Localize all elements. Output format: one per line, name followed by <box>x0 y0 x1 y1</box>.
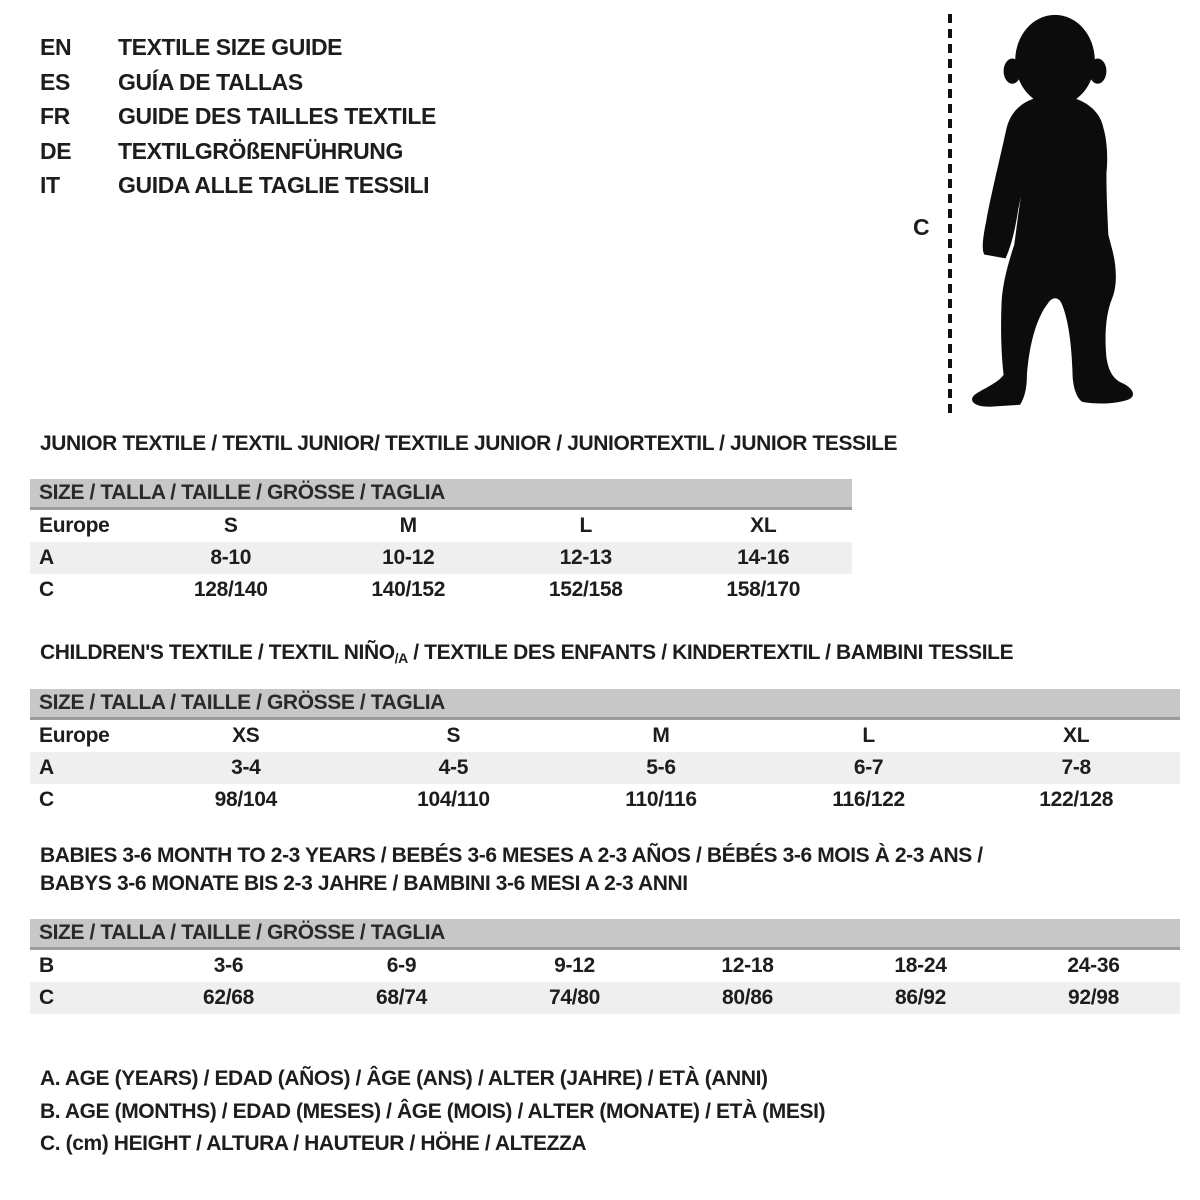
table-cell: XL <box>750 514 777 537</box>
table-cell: 92/98 <box>1067 986 1120 1009</box>
table-cell: 18-24 <box>894 954 947 977</box>
table-cell: 5-6 <box>646 756 676 779</box>
legend-line-a: A. AGE (YEARS) / EDAD (AÑOS) / ÂGE (ANS) / ALTER (JAHRE) / ETÀ (ANNI) <box>40 1067 768 1090</box>
legend-line-c: C. (cm) HEIGHT / ALTURA / HAUTEUR / HÖHE / ALTEZZA <box>40 1132 587 1155</box>
heading-subscript: /A <box>394 650 408 666</box>
table-row <box>30 574 852 606</box>
language-code: IT <box>40 172 60 198</box>
language-row <box>40 99 436 134</box>
table-row <box>30 784 1180 816</box>
language-row <box>40 168 436 203</box>
table-cell: 140/152 <box>371 578 446 601</box>
language-code: EN <box>40 34 72 60</box>
height-measure-label: C <box>913 214 930 240</box>
table-cell: 80/86 <box>721 986 774 1009</box>
table-cell: 4-5 <box>438 756 469 779</box>
row-label: C <box>39 788 54 811</box>
table-cell: 128/140 <box>193 578 268 601</box>
table-cell: 74/80 <box>548 986 601 1009</box>
table-cell: 3-4 <box>231 756 261 779</box>
table-cell: 152/158 <box>548 578 623 601</box>
table-cell: M <box>399 514 417 537</box>
row-label: Europe <box>39 514 110 537</box>
row-label: C <box>39 578 54 601</box>
language-title: GUIDA ALLE TAGLIE TESSILI <box>118 172 430 198</box>
table-cell: 98/104 <box>214 788 278 811</box>
language-row <box>40 30 436 65</box>
table-cell: 8-10 <box>210 546 252 569</box>
junior-textile-section <box>30 430 898 606</box>
size-header-bar: SIZE / TALLA / TAILLE / GRÖSSE / TAGLIA <box>30 919 1180 950</box>
table-cell: XL <box>1063 724 1090 747</box>
table-row <box>30 720 1180 752</box>
table-cell: 3-6 <box>213 954 244 977</box>
language-title: TEXTILGRÖßENFÜHRUNG <box>118 137 403 164</box>
section-heading: JUNIOR TEXTILE / TEXTIL JUNIOR/ TEXTILE JUNIOR / JUNIORTEXTIL / JUNIOR TESSILE <box>40 432 898 455</box>
heading-text: CHILDREN'S TEXTILE / TEXTIL NIÑO <box>40 641 395 664</box>
table-cell: 10-12 <box>382 546 435 569</box>
language-code: ES <box>40 68 70 95</box>
table-cell: 24-36 <box>1067 954 1120 977</box>
row-label: C <box>39 986 54 1009</box>
legend <box>40 1063 825 1161</box>
table-row <box>30 752 1180 784</box>
language-code: DE <box>40 137 72 164</box>
table-cell: 62/68 <box>202 986 255 1009</box>
table-cell: 158/170 <box>726 578 801 601</box>
table-cell: 14-16 <box>737 546 790 569</box>
row-label: Europe <box>39 724 110 747</box>
language-title: GUÍA DE TALLAS <box>118 68 303 95</box>
table-row <box>30 542 852 574</box>
table-cell: 12-18 <box>721 954 774 977</box>
section-heading: BABYS 3-6 MONATE BIS 2-3 JAHRE / BAMBINI 3-6 MESI A 2-3 ANNI <box>40 872 688 895</box>
table-cell: 110/116 <box>625 788 697 811</box>
table-row <box>30 982 1180 1014</box>
section-heading <box>30 639 1180 668</box>
toddler-silhouette-svg <box>900 6 1190 426</box>
row-label: A <box>39 756 54 779</box>
table-cell: M <box>652 724 670 747</box>
table-cell: 104/110 <box>417 788 490 811</box>
table-cell: 12-13 <box>559 546 612 569</box>
table-cell: 86/92 <box>894 986 947 1009</box>
table-row <box>30 510 852 542</box>
table-cell: 116/122 <box>832 788 905 811</box>
table-cell: 122/128 <box>1039 788 1114 811</box>
table-cell: 6-9 <box>386 954 417 977</box>
language-row <box>40 65 436 100</box>
language-code: FR <box>40 103 70 129</box>
size-header-bar: SIZE / TALLA / TAILLE / GRÖSSE / TAGLIA <box>30 479 852 510</box>
row-label: A <box>39 546 54 569</box>
table-cell: 9-12 <box>554 954 595 977</box>
table-cell: 6-7 <box>853 756 884 779</box>
size-header-bar: SIZE / TALLA / TAILLE / GRÖSSE / TAGLIA <box>30 689 1180 720</box>
babies-textile-section <box>30 842 1180 1014</box>
figure-illustration <box>900 6 1190 426</box>
table-row <box>30 950 1180 982</box>
table-cell: XS <box>232 724 260 747</box>
table-cell: S <box>223 514 238 537</box>
language-title: GUIDE DES TAILLES TEXTILE <box>118 103 436 129</box>
table-cell: S <box>446 724 461 747</box>
legend-line-b: B. AGE (MONTHS) / EDAD (MESES) / ÂGE (MOIS) / ALTER (MONATE) / ETÀ (MESI) <box>40 1099 826 1123</box>
table-cell: L <box>862 724 875 747</box>
table-cell: L <box>579 514 593 537</box>
language-title: TEXTILE SIZE GUIDE <box>118 34 343 60</box>
section-heading: BABIES 3-6 MONTH TO 2-3 YEARS / BEBÉS 3-6 MESES A 2-3 AÑOS / BÉBÉS 3-6 MOIS À 2-3 ANS / <box>40 844 983 867</box>
table-cell: 68/74 <box>375 986 428 1009</box>
table-cell: 7-8 <box>1061 756 1091 779</box>
heading-text: / TEXTILE DES ENFANTS / KINDERTEXTIL / BAMBINI TESSILE <box>407 641 1014 664</box>
children-textile-section <box>30 639 1180 816</box>
toddler-silhouette-icon <box>972 15 1133 407</box>
row-label: B <box>39 954 54 977</box>
language-row <box>40 134 436 169</box>
language-header <box>40 30 436 203</box>
